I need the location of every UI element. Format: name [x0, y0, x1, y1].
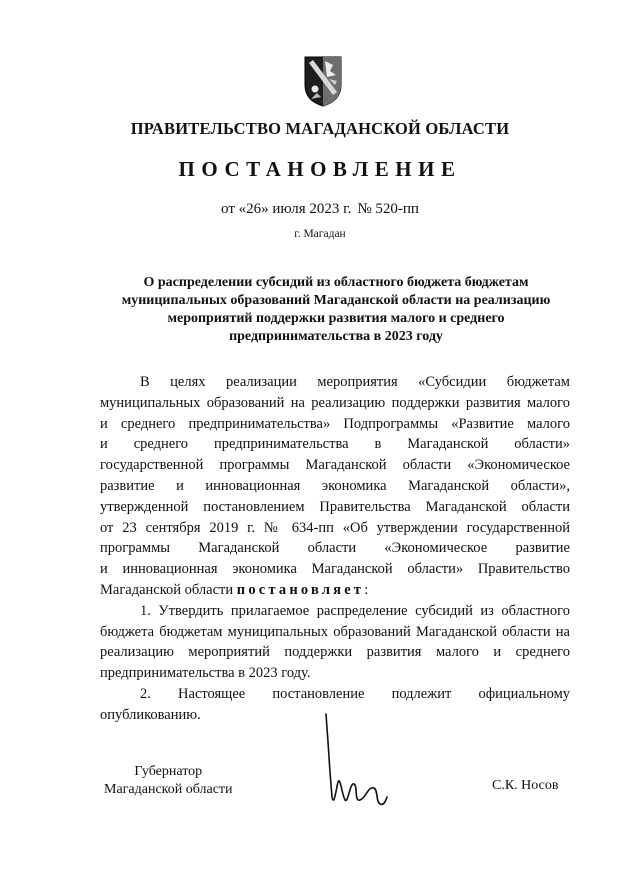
- handwritten-signature: [318, 712, 388, 817]
- document-type: ПОСТАНОВЛЕНИЕ: [178, 157, 462, 181]
- document-number: № 520-пп: [357, 201, 419, 217]
- body-line: опубликованию.: [100, 706, 201, 723]
- body-line: предпринимательства в 2023 году.: [100, 665, 311, 682]
- body-line: реализацию мероприятий поддержки развития малого и среднего: [100, 644, 570, 661]
- body-line-resolution: [100, 580, 570, 601]
- document-date: от «26» июля 2023 г.: [221, 201, 352, 217]
- document-title: [100, 274, 572, 346]
- body-text: Магаданской области: [100, 581, 234, 598]
- signer-position-line: Губернатор: [134, 764, 203, 779]
- signer-name: С.К. Носов: [492, 778, 559, 793]
- body-line: В целях реализации мероприятия «Субсидии бюджетам: [140, 374, 570, 390]
- document-date-number: [0, 201, 640, 218]
- body-line: государственной программы Магаданской области «Экономическое: [100, 457, 570, 474]
- clause-2-line: 2. Настоящее постановление подлежит официальному: [140, 685, 570, 702]
- coat-of-arms-emblem: [303, 55, 343, 107]
- body-line: и среднего предпринимательства» Подпрограммы «Развитие малого: [100, 415, 570, 432]
- body-line: утвержденной постановлением Правительства Магаданской области: [100, 498, 570, 515]
- body-line: программы Магаданской области «Экономическое развитие: [100, 540, 570, 557]
- title-line: О распределении субсидий из областного бюджета бюджетам: [143, 275, 529, 290]
- body-line: и среднего предпринимательства в Магаданской области»: [100, 436, 570, 453]
- title-line: муниципальных образований Магаданской области на реализацию: [121, 293, 551, 308]
- title-line: мероприятий поддержки развития малого и среднего: [167, 311, 505, 326]
- signer-position-line: Магаданской области: [104, 782, 233, 797]
- title-line: предпринимательства в 2023 году: [229, 329, 443, 344]
- body-text: :: [364, 581, 369, 598]
- government-name: ПРАВИТЕЛЬСТВО МАГАДАНСКОЙ ОБЛАСТИ: [130, 119, 510, 138]
- body-line: развитие и инновационная экономика Магаданской области»,: [100, 477, 570, 494]
- document-city: г. Магадан: [294, 228, 346, 240]
- body-line: от 23 сентября 2019 г. № 634-пп «Об утверждении государственной: [100, 519, 570, 536]
- signer-position: [104, 763, 233, 799]
- clause-1-line: 1. Утвердить прилагаемое распределение субсидий из областного: [140, 602, 570, 619]
- body-line: бюджета бюджетам муниципальных образований Магаданской области на: [100, 623, 570, 640]
- resolves-word: постановляет: [236, 581, 365, 598]
- body-line: и инновационная экономика Магаданской области» Правительство: [100, 561, 570, 578]
- body-line: муниципальных образований на реализацию поддержки развития малого: [100, 394, 570, 411]
- document-body: [100, 372, 570, 726]
